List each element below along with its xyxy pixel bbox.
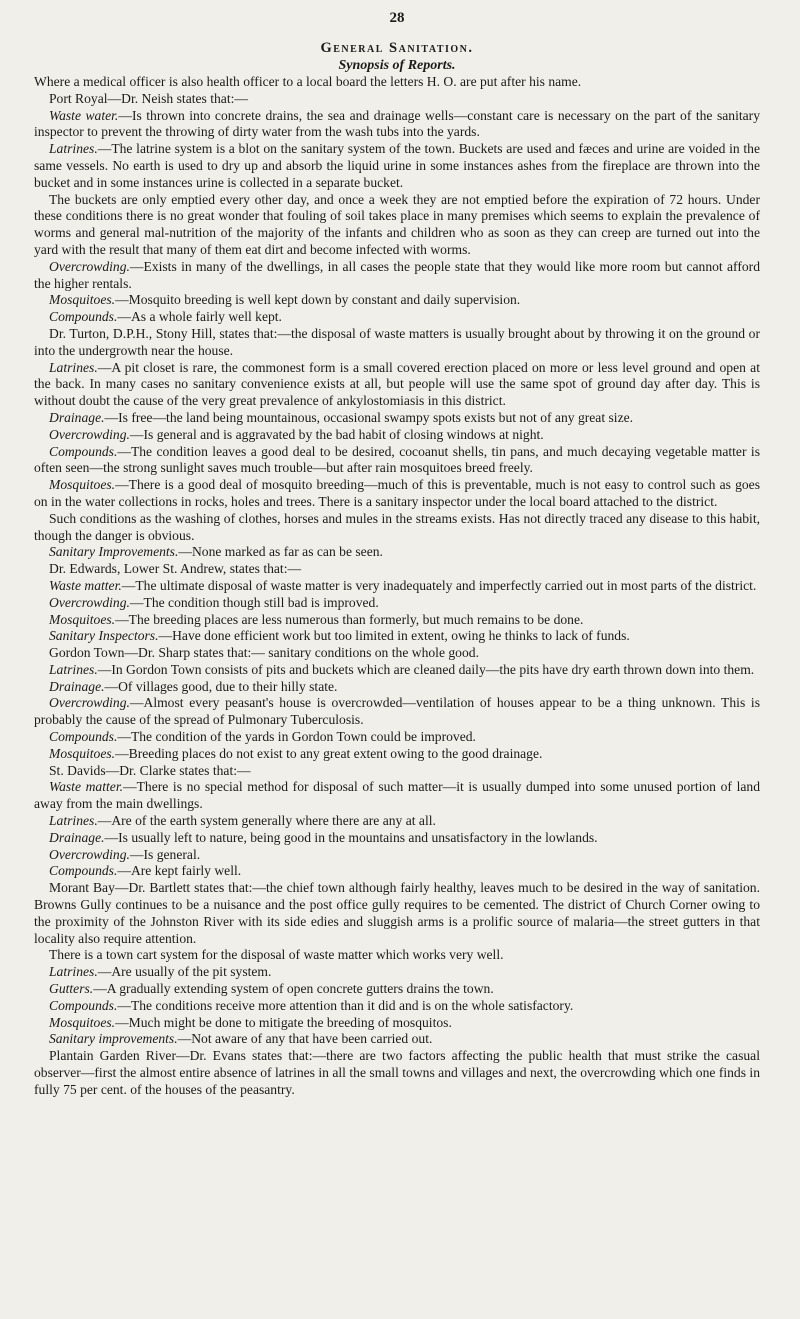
paragraph-lead: Sanitary improvements.: [49, 1031, 178, 1047]
paragraph: [34, 326, 760, 360]
paragraph-lead: Sanitary Improvements.: [49, 544, 179, 560]
report-body: [34, 74, 760, 1099]
paragraph: [34, 108, 760, 142]
paragraph-text: —There is no special method for disposal of such matter—it is usually dumped into some unused portion of land away from the main dwellings.: [34, 779, 760, 812]
paragraph-text: —There is a good deal of mosquito breeding—much of this is preventable, much is not easy to control such as goes on in the water collections in rocks, holes and trees. There is a sanitary inspector under the local board attached to the district.: [34, 477, 760, 509]
paragraph-text: —Is thrown into concrete drains, the sea and drainage wells—constant care is necessary on the part of the sanitary inspector to prevent the throwing of dirty water from the wash tubs into the yards.: [34, 107, 760, 140]
paragraph: [34, 192, 760, 259]
paragraph: [34, 679, 760, 696]
paragraph-text: —Is general and is aggravated by the bad habit of closing windows at night.: [129, 426, 544, 442]
paragraph-lead: Mosquitoes.: [49, 745, 116, 761]
paragraph: [34, 695, 760, 729]
paragraph-text: —Mosquito breeding is well kept down by constant and daily supervision.: [115, 292, 521, 308]
paragraph: [34, 863, 760, 880]
paragraph: [34, 91, 760, 108]
paragraph-text: —Exists in many of the dwellings, in all cases the people state that they would like more room but cannot afford the higher rentals.: [34, 258, 760, 291]
paragraph: [34, 477, 760, 511]
paragraph: [34, 628, 760, 645]
paragraph: [34, 847, 760, 864]
paragraph: [34, 141, 760, 191]
paragraph-lead: Sanitary Inspectors.: [49, 628, 159, 644]
paragraph-text: —None marked as far as can be seen.: [178, 544, 383, 560]
paragraph-text: —A pit closet is rare, the commonest form is a small covered erection placed on more or less level ground and open at the back. In many cases no sanitary convenience exists at all, but people will use the same spot of ground day after day. This is without doubt the cause of the very great prevalence of ankylostomiasis in this district.: [34, 359, 760, 409]
paragraph: [34, 947, 760, 964]
paragraph-text: —Not aware of any that have been carried out.: [177, 1031, 433, 1047]
paragraph: [34, 544, 760, 561]
paragraph-lead: Overcrowding.: [49, 846, 130, 862]
paragraph-text: —The condition leaves a good deal to be desired, cocoanut shells, tin pans, and much decaying vegetable matter is often seen—the strong sunlight saves much trouble—but after rain mosquitoes breed freely.: [34, 443, 760, 476]
paragraph-text: Where a medical officer is also health officer to a local board the letters H. O. are put after his name.: [34, 74, 582, 89]
paragraph: [34, 292, 760, 309]
paragraph-lead: Compounds.: [49, 863, 118, 879]
paragraph-lead: Drainage.: [49, 829, 105, 845]
paragraph: [34, 779, 760, 813]
paragraph-text: —Is usually left to nature, being good in the mountains and unsatisfactory in the lowlands.: [104, 829, 598, 845]
paragraph: [34, 645, 760, 662]
paragraph-text: —The condition though still bad is improved.: [129, 594, 379, 610]
paragraph-text: —The breeding places are less numerous than formerly, but much remains to be done.: [115, 611, 584, 627]
paragraph-lead: Gutters.: [49, 981, 94, 997]
paragraph-text: —Much might be done to mitigate the breeding of mosquitos.: [115, 1014, 452, 1030]
paragraph-text: —As a whole fairly well kept.: [117, 309, 282, 325]
paragraph: [34, 729, 760, 746]
paragraph-lead: Compounds.: [49, 729, 118, 745]
paragraph-text: —The ultimate disposal of waste matter is very inadequately and imperfectly carried out in most parts of the district.: [121, 577, 757, 593]
paragraph: [34, 511, 760, 545]
paragraph-text: Port Royal—Dr. Neish states that:—: [49, 90, 248, 106]
paragraph-text: —Of villages good, due to their hilly state.: [104, 678, 338, 694]
paragraph: [34, 880, 760, 947]
paragraph-lead: Compounds.: [49, 309, 118, 325]
paragraph-lead: Compounds.: [49, 443, 118, 459]
paragraph-text: —Are usually of the pit system.: [97, 964, 272, 980]
paragraph-lead: Drainage.: [49, 409, 105, 425]
paragraph-lead: Overcrowding.: [49, 695, 130, 711]
paragraph-lead: Latrines.: [49, 661, 98, 677]
paragraph-text: —The latrine system is a blot on the sanitary system of the town. Buckets are used and fæces and urine are voided in the same vessels. No earth is used to dry up and absorb the liquid urine in some instances ashes from the fireplace are thrown into the bucket and in some instances urine is collected in a separate bucket.: [34, 141, 760, 190]
paragraph-text: —Are kept fairly well.: [117, 863, 242, 879]
paragraph: [34, 259, 760, 293]
paragraph-lead: Latrines.: [49, 964, 98, 980]
paragraph: [34, 612, 760, 629]
paragraph-text: Such conditions as the washing of clothes, horses and mules in the streams exists. Has not directly traced any disease to this habit, though the danger is obvious.: [34, 510, 760, 543]
paragraph: [34, 410, 760, 427]
paragraph-lead: Waste matter.: [49, 577, 122, 593]
paragraph-text: —The conditions receive more attention than it did and is on the whole satisfactory.: [117, 997, 574, 1013]
paragraph-lead: Waste water.: [49, 107, 119, 123]
paragraph: [34, 578, 760, 595]
paragraph: [34, 427, 760, 444]
paragraph-text: —Are of the earth system generally where there are any at all.: [97, 813, 436, 829]
paragraph-lead: Mosquitoes.: [49, 1014, 116, 1030]
paragraph: [34, 662, 760, 679]
section-heading: General Sanitation.: [320, 40, 474, 56]
paragraph: [34, 746, 760, 763]
paragraph-lead: Latrines.: [49, 359, 98, 375]
paragraph-text: There is a town cart system for the disposal of waste matter which works very well.: [49, 947, 504, 963]
paragraph: [34, 813, 760, 830]
paragraph: [34, 964, 760, 981]
section-subheading: Synopsis of Reports.: [338, 58, 456, 73]
paragraph: [34, 1031, 760, 1048]
paragraph-lead: Mosquitoes.: [49, 611, 116, 627]
paragraph-text: Plantain Garden River—Dr. Evans states that:—there are two factors affecting the public health that must strike the casual observer—first the almost entire absence of latrines in all the small towns and villages and next, the overcrowding which one finds in fully 75 per cent. of the houses of the peasantry.: [34, 1048, 760, 1097]
paragraph-lead: Latrines.: [49, 813, 98, 829]
paragraph-text: —Have done efficient work but too limited in extent, owing he thinks to lack of funds.: [158, 628, 630, 644]
paragraph-lead: Mosquitoes.: [49, 477, 116, 493]
paragraph-text: Gordon Town—Dr. Sharp states that:— sanitary conditions on the whole good.: [49, 645, 479, 661]
paragraph-text: —Is free—the land being mountainous, occasional swampy spots exists but not of any great size.: [104, 409, 634, 425]
paragraph-text: St. Davids—Dr. Clarke states that:—: [49, 762, 251, 778]
paragraph-lead: Overcrowding.: [49, 258, 130, 274]
paragraph-text: —The condition of the yards in Gordon Town could be improved.: [117, 729, 476, 745]
paragraph-text: —A gradually extending system of open concrete gutters drains the town.: [93, 981, 494, 997]
paragraph: [34, 763, 760, 780]
paragraph: [34, 444, 760, 478]
paragraph-text: Dr. Turton, D.P.H., Stony Hill, states that:—the disposal of waste matters is usually brought about by throwing it on the ground or into the undergrowth near the house.: [34, 325, 760, 358]
paragraph: [34, 1015, 760, 1032]
paragraph-lead: Mosquitoes.: [49, 292, 116, 308]
paragraph: [34, 595, 760, 612]
paragraph-lead: Waste matter.: [49, 779, 123, 795]
paragraph-text: The buckets are only emptied every other day, and once a week they are not emptied before the expiration of 72 hours. Under these conditions there is no great wonder that fouling of soil takes place in many premises which seems to explain the prevalence of worms and general mal-nutrition of the majority of the infants and children who as soon as they can creep are turned out into the yard with the result that many of them eat dirt and become infected with worms.: [34, 191, 760, 257]
paragraph-lead: Overcrowding.: [49, 426, 130, 442]
paragraph-text: —Breeding places do not exist to any great extent owing to the good drainage.: [115, 745, 543, 761]
paragraph: [34, 74, 760, 91]
paragraph: [34, 830, 760, 847]
paragraph-text: Morant Bay—Dr. Bartlett states that:—the chief town although fairly healthy, leaves much to be desired in the way of sanitation. Browns Gully continues to be a nuisance and the post office gully requires to be cemented. The district of Church Corner owing to the proximity of the Johnston River with its side edies and sluggish arms is a prolific source of malaria—the street gutters in that locality also require attention.: [34, 880, 760, 946]
paragraph-text: —In Gordon Town consists of pits and buckets which are cleaned daily—the pits have dry earth thrown down into them.: [97, 661, 755, 677]
paragraph-text: —Is general.: [129, 846, 201, 862]
paragraph: [34, 360, 760, 410]
paragraph-text: Dr. Edwards, Lower St. Andrew, states that:—: [49, 561, 302, 577]
paragraph-lead: Compounds.: [49, 997, 118, 1013]
paragraph: [34, 561, 760, 578]
paragraph-lead: Latrines.: [49, 141, 98, 157]
page-number: 28: [389, 10, 405, 26]
paragraph: [34, 998, 760, 1015]
paragraph: [34, 981, 760, 998]
paragraph-lead: Drainage.: [49, 678, 105, 694]
paragraph-lead: Overcrowding.: [49, 594, 130, 610]
paragraph-text: —Almost every peasant's house is overcrowded—ventilation of houses appear to be a thing unknown. This is probably the cause of the spread of Pulmonary Tuberculosis.: [34, 695, 760, 728]
paragraph: [34, 309, 760, 326]
paragraph: [34, 1048, 760, 1098]
